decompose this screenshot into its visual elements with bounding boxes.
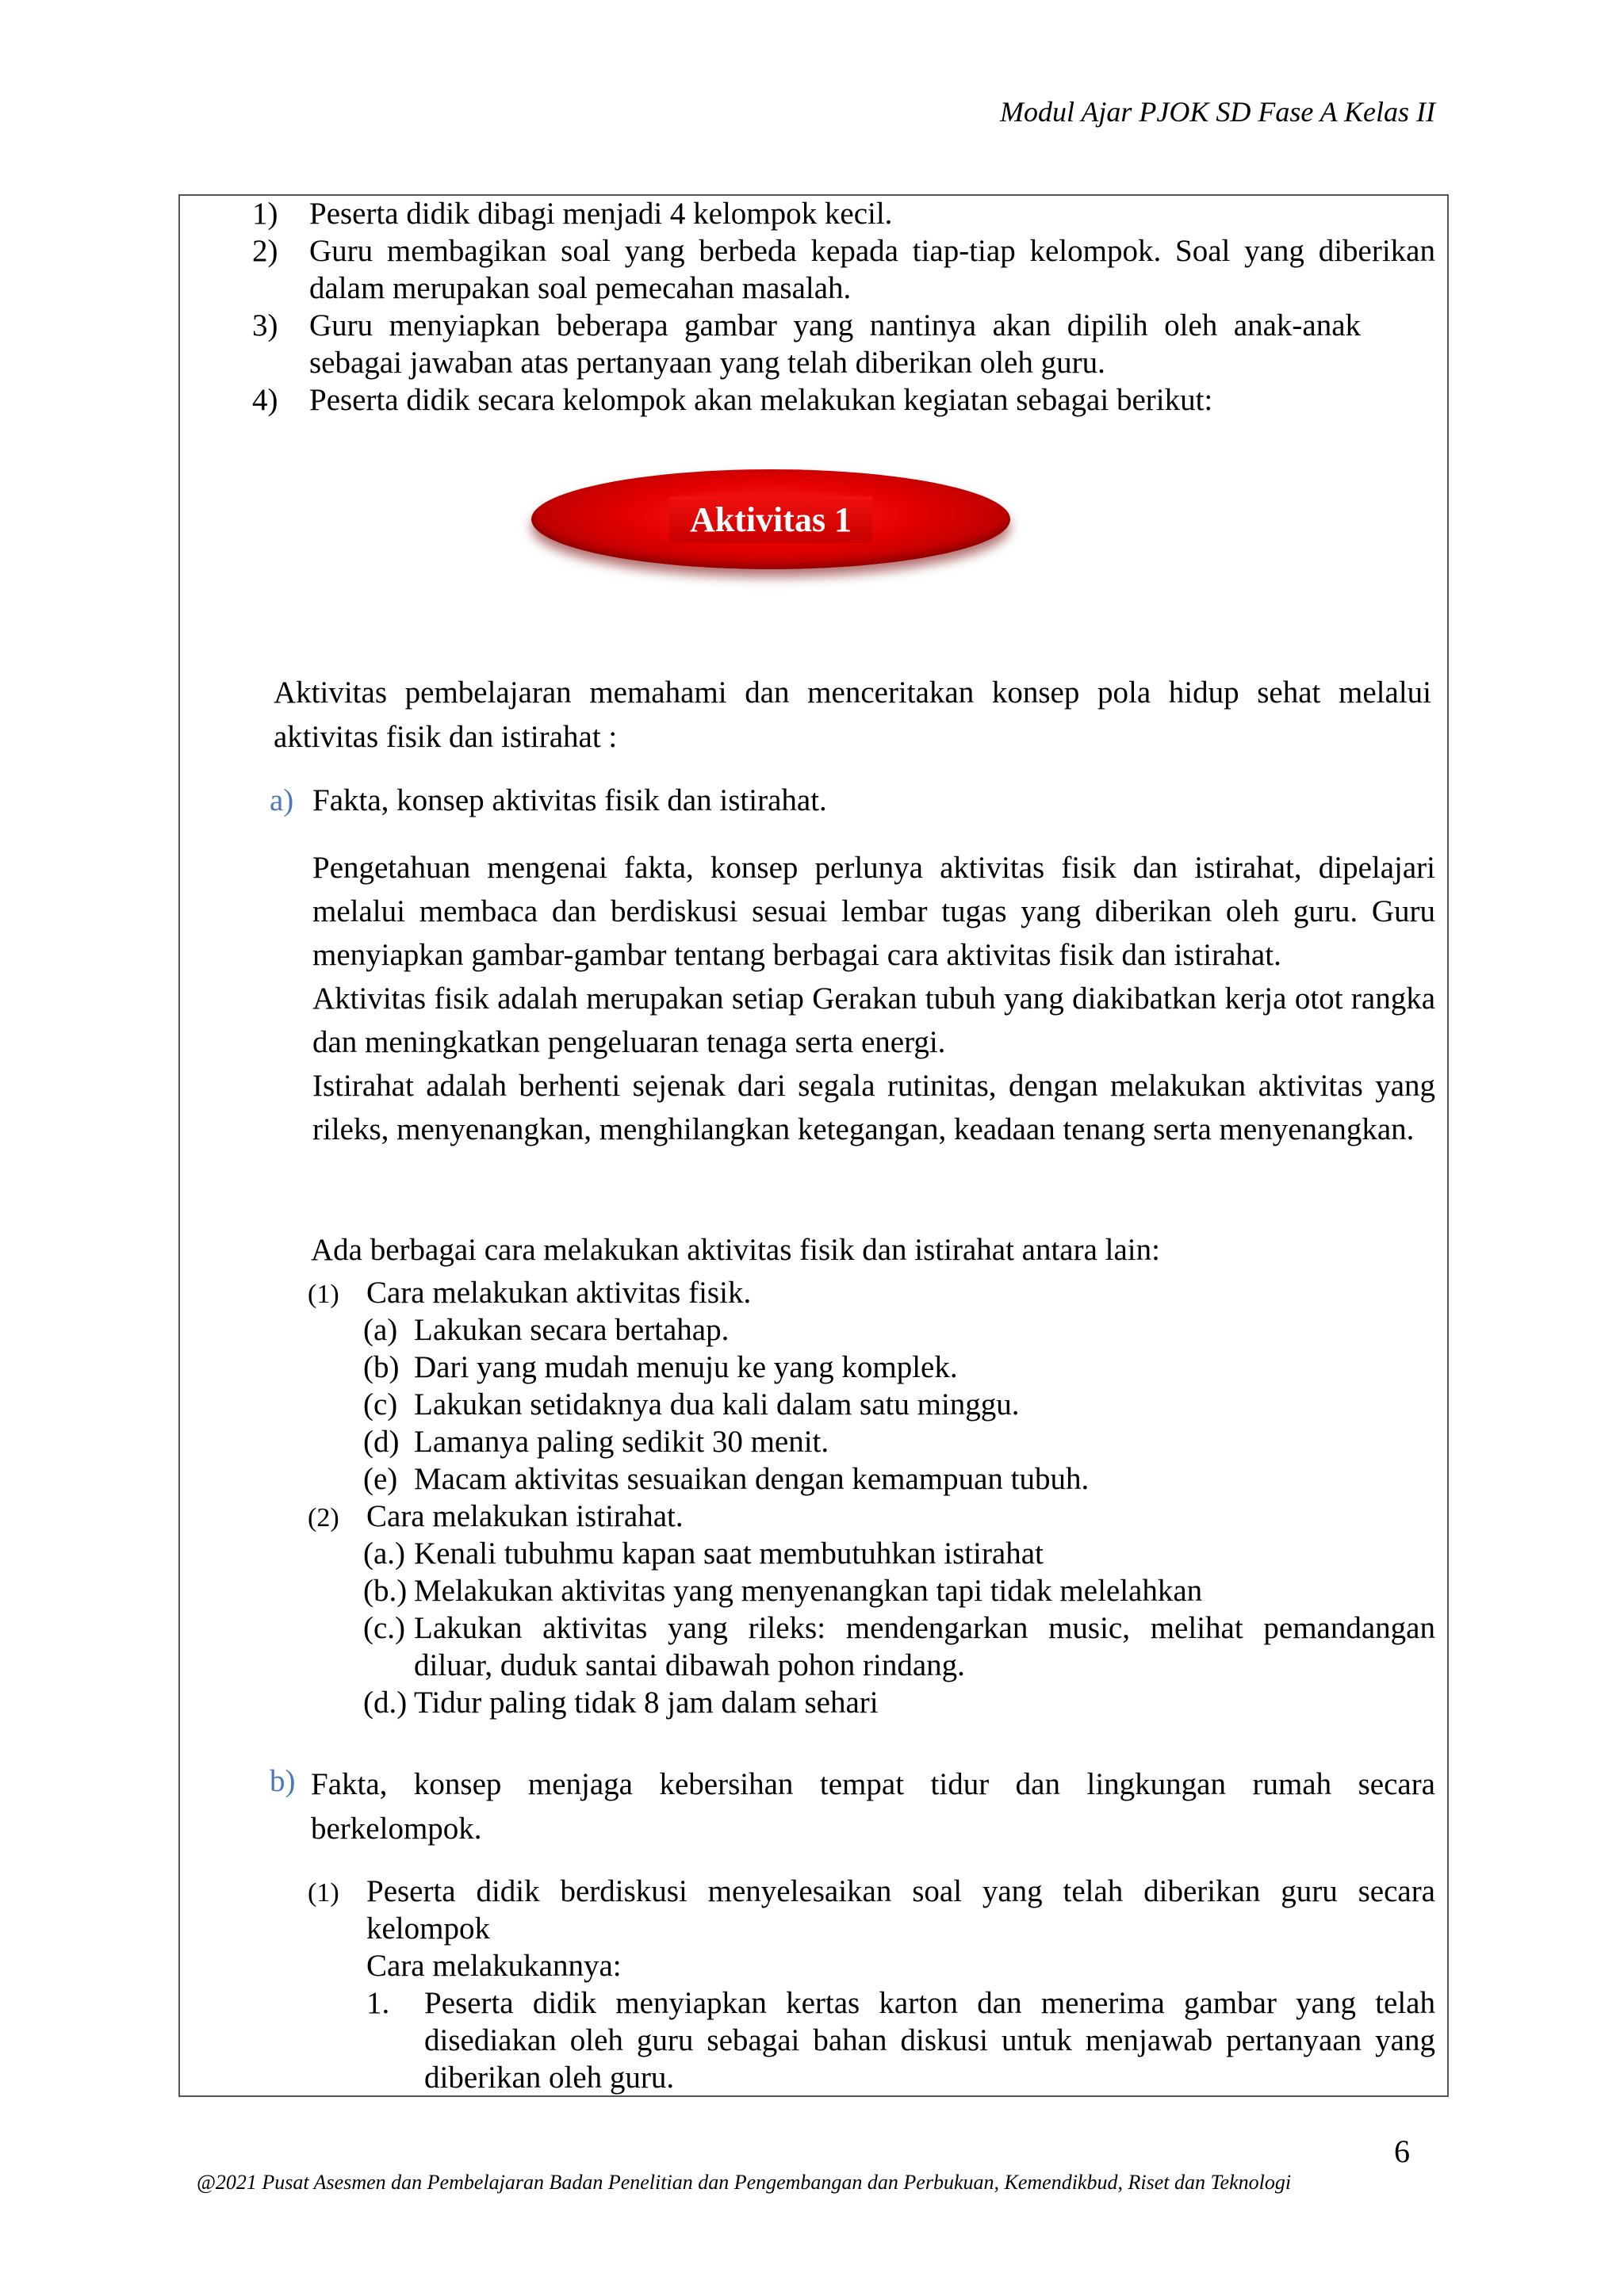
activity-label: Aktivitas 1 (669, 496, 872, 543)
footer-credit: @2021 Pusat Asesmen dan Pembelajaran Badan Penelitian dan Pengembangan dan Perbukuan, Kemendikbud, Riset dan Teknologi (197, 2171, 1292, 2194)
step-number: 1) (252, 197, 278, 231)
list-item-label: (a) (363, 1313, 398, 1347)
list-item: Lakukan setidaknya dua kali dalam satu minggu. (414, 1387, 1020, 1422)
list-title: Cara melakukan aktivitas fisik. (366, 1276, 752, 1310)
list-number: (2) (308, 1503, 339, 1533)
section-a-paragraph: Aktivitas fisik adalah merupakan setiap Gerakan tubuh yang diakibatkan kerja otot rangka dan meningkatkan pengeluaran tenaga serta energi. (312, 982, 1435, 1059)
list-number: (1) (308, 1878, 339, 1908)
section-b-title: Fakta, konsep menjaga kebersihan tempat tidur dan lingkungan rumah secara berkelompok. (311, 1767, 1435, 1846)
ways-intro: Ada berbagai cara melakukan aktivitas fisik dan istirahat antara lain: (311, 1233, 1160, 1267)
activity-banner (531, 469, 1010, 569)
list-number: (1) (308, 1280, 339, 1309)
list-item-label: (d.) (363, 1686, 408, 1720)
list-item: Lamanya paling sedikit 30 menit. (414, 1425, 829, 1459)
list-item: Kenali tubuhmu kapan saat membutuhkan istirahat (414, 1536, 1044, 1571)
step-text: Peserta didik dibagi menjadi 4 kelompok kecil. (309, 197, 893, 231)
list-item: Lakukan aktivitas yang rileks: mendengarkan music, melihat pemandangan (414, 1611, 1435, 1645)
list-item: Macam aktivitas sesuaikan dengan kemampuan tubuh. (414, 1462, 1090, 1496)
step-text: dalam merupakan soal pemecahan masalah. (309, 271, 852, 305)
list-item-label: (c) (363, 1387, 398, 1422)
section-a-paragraph: Istirahat adalah berhenti sejenak dari segala rutinitas, dengan melakukan aktivitas yang rileks, menyenangkan, menghilangkan ketegangan, keadaan tenang serta menyenangkan. (312, 1069, 1435, 1146)
list-item-label: (b) (363, 1350, 400, 1384)
step-number: 3) (252, 308, 278, 342)
list-item-continuation: diluar, duduk santai dibawah pohon rindang. (414, 1648, 965, 1682)
section-b-how: Cara melakukannya: (366, 1949, 622, 1983)
step-text: Guru membagikan soal yang berbeda kepada tiap-tiap kelompok. Soal yang diberikan (309, 234, 1435, 268)
list-title: Cara melakukan istirahat. (366, 1499, 684, 1533)
running-header: Modul Ajar PJOK SD Fase A Kelas II (1000, 96, 1435, 128)
page-number: 6 (1394, 2133, 1410, 2169)
list-item: Lakukan secara bertahap. (414, 1313, 730, 1347)
step-number: 4) (252, 383, 278, 417)
step-text: sebagai jawaban atas pertanyaan yang telah diberikan oleh guru. (309, 346, 1105, 380)
section-a-paragraph: Pengetahuan mengenai fakta, konsep perlunya aktivitas fisik dan istirahat, dipelajari melalui membaca dan berdiskusi sesuai lembar tugas yang diberikan oleh guru. Guru menyiapkan gambar-gambar tentang berbagai cara aktivitas fisik dan istirahat. (312, 851, 1435, 972)
section-b-marker: b) (270, 1764, 296, 1798)
section-a-title: Fakta, konsep aktivitas fisik dan istirahat. (312, 783, 827, 817)
list-item: Dari yang mudah menuju ke yang komplek. (414, 1350, 958, 1384)
intro-paragraph: Aktivitas pembelajaran memahami dan menceritakan konsep pola hidup sehat melalui aktivitas fisik dan istirahat : (274, 675, 1431, 754)
list-item-label: (d) (363, 1425, 400, 1459)
list-item-label: (c.) (363, 1611, 406, 1645)
list-item-label: (b.) (363, 1574, 408, 1608)
list-item: Tidur paling tidak 8 jam dalam sehari (414, 1686, 879, 1720)
step-number: 2) (252, 234, 278, 268)
list-item: Melakukan aktivitas yang menyenangkan tapi tidak melelahkan (414, 1574, 1203, 1608)
sub-step-number: 1. (366, 1986, 390, 2020)
step-text: Peserta didik secara kelompok akan melakukan kegiatan sebagai berikut: (309, 383, 1213, 417)
sub-step-text: Peserta didik menyiapkan kertas karton dan menerima gambar yang telah disediakan oleh guru sebagai bahan diskusi untuk menjawab pertanyaan yang diberikan oleh guru. (424, 1986, 1435, 2095)
list-item-label: (a.) (363, 1536, 406, 1571)
list-item-label: (e) (363, 1462, 398, 1496)
section-b-item: Peserta didik berdiskusi menyelesaikan soal yang telah diberikan guru secara kelompok (366, 1874, 1435, 1946)
step-text: Guru menyiapkan beberapa gambar yang nantinya akan dipilih oleh anak-anak (309, 308, 1361, 342)
section-a-marker: a) (270, 783, 294, 817)
